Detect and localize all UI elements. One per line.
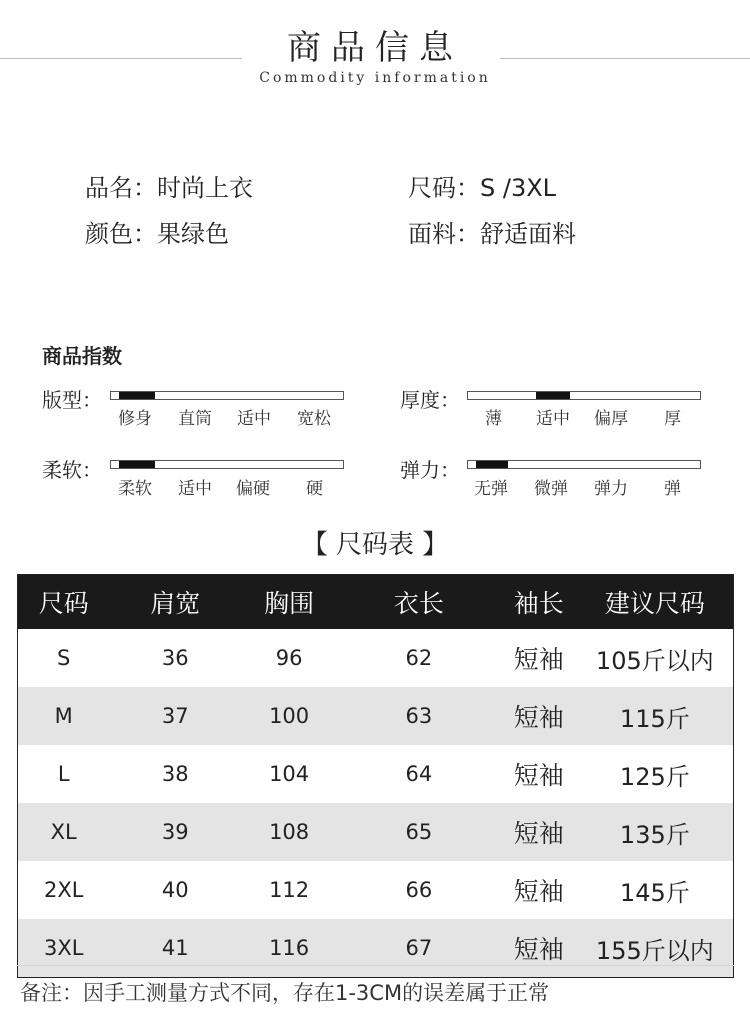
table-cell: 135斤 <box>577 803 734 861</box>
size-chart-table <box>17 574 734 978</box>
table-row <box>18 861 734 919</box>
info-size-label: 尺码： <box>408 174 480 202</box>
table-cell: 155斤以内 <box>577 919 734 978</box>
table-cell: 104 <box>269 762 310 786</box>
table-cell: 100 <box>241 687 337 745</box>
info-color <box>85 214 229 249</box>
table-cell: S <box>57 646 71 670</box>
index-tick: 柔软 <box>118 479 152 499</box>
index-tick: 无弹 <box>474 479 508 499</box>
page-subtitle: Commodity information <box>259 70 491 86</box>
table-cell: 38 <box>161 762 189 786</box>
table-cell: L <box>57 762 70 786</box>
table-cell: 108 <box>241 803 337 861</box>
table-cell: 短袖 <box>513 761 564 790</box>
table-cell: XL <box>18 803 110 861</box>
info-name-value: 时尚上衣 <box>157 174 253 202</box>
index-tick: 微弹 <box>534 479 568 499</box>
info-name <box>85 168 253 203</box>
info-size-value: S /3XL <box>480 174 557 202</box>
table-cell: 66 <box>405 878 433 902</box>
index-fit-label: 版型： <box>42 388 102 412</box>
info-color-label: 颜色： <box>85 220 157 248</box>
index-tick: 适中 <box>237 409 271 429</box>
index-fit-bar <box>110 391 344 400</box>
table-cell: 2XL <box>43 878 84 902</box>
table-row <box>18 629 734 687</box>
table-cell: 63 <box>337 687 501 745</box>
index-tick: 弹力 <box>594 479 628 499</box>
size-chart-title: 【 尺码表 】 <box>301 530 449 560</box>
table-cell: 短袖 <box>513 877 564 906</box>
table-cell: 145斤 <box>619 878 690 907</box>
table-cell: 37 <box>109 687 241 745</box>
index-tick: 偏硬 <box>236 479 270 499</box>
index-tick: 宽松 <box>297 409 331 429</box>
table-cell: 39 <box>109 803 241 861</box>
table-row <box>18 803 734 861</box>
size-chart-header-row <box>18 575 734 630</box>
index-thickness-label: 厚度： <box>400 388 460 412</box>
table-row <box>18 745 734 803</box>
table-cell: 112 <box>269 878 310 902</box>
index-tick: 弹 <box>664 479 681 499</box>
index-elasticity-bar <box>467 460 701 469</box>
size-chart-header-cell: 建议尺码 <box>577 575 734 630</box>
table-cell: 105斤以内 <box>595 646 714 675</box>
table-cell: 64 <box>405 762 433 786</box>
table-cell: 67 <box>337 919 501 978</box>
info-color-value: 果绿色 <box>157 220 229 248</box>
footer-note: 备注：因手工测量方式不同，存在1-3CM的误差属于正常 <box>20 981 550 1005</box>
index-elasticity-fill <box>476 461 508 468</box>
size-chart-header-cell: 衣长 <box>337 575 501 630</box>
index-tick: 薄 <box>485 409 502 429</box>
table-cell: 125斤 <box>619 762 690 791</box>
info-size <box>408 168 556 203</box>
table-cell: 36 <box>161 646 189 670</box>
info-fabric-value: 舒适面料 <box>480 220 576 248</box>
index-tick: 偏厚 <box>594 409 628 429</box>
index-thickness-bar <box>467 391 701 400</box>
note-divider <box>17 965 734 966</box>
index-softness-label: 柔软： <box>42 458 102 482</box>
size-chart-header-cell: 尺码 <box>18 575 110 630</box>
table-cell: 3XL <box>18 919 110 978</box>
info-name-label: 品名： <box>85 174 157 202</box>
index-softness-fill <box>119 461 155 468</box>
info-fabric <box>408 214 576 249</box>
index-tick: 适中 <box>178 479 212 499</box>
size-chart-header-cell: 肩宽 <box>109 575 241 630</box>
table-cell: 短袖 <box>501 803 577 861</box>
index-tick: 适中 <box>536 409 570 429</box>
index-title: 商品指数 <box>42 344 122 368</box>
info-fabric-label: 面料： <box>408 220 480 248</box>
table-cell: 短袖 <box>501 687 577 745</box>
table-cell: M <box>18 687 110 745</box>
index-thickness-fill <box>536 392 570 399</box>
index-tick: 直筒 <box>178 409 212 429</box>
table-cell: 116 <box>241 919 337 978</box>
table-cell: 65 <box>337 803 501 861</box>
index-softness-bar <box>110 460 344 469</box>
index-fit-fill <box>119 392 155 399</box>
index-elasticity-label: 弹力： <box>400 458 460 482</box>
table-row <box>18 687 734 745</box>
table-row <box>18 919 734 978</box>
table-cell: 96 <box>275 646 303 670</box>
table-cell: 短袖 <box>513 645 564 674</box>
page-title: 商品信息 <box>287 28 463 68</box>
table-cell: 62 <box>405 646 433 670</box>
size-chart-header-cell: 胸围 <box>241 575 337 630</box>
table-cell: 41 <box>109 919 241 978</box>
size-chart-header-cell: 袖长 <box>501 575 577 630</box>
table-cell: 短袖 <box>501 919 577 978</box>
index-tick: 修身 <box>118 409 152 429</box>
index-tick: 硬 <box>306 479 323 499</box>
table-cell: 40 <box>161 878 189 902</box>
table-cell: 115斤 <box>577 687 734 745</box>
index-tick: 厚 <box>664 409 681 429</box>
